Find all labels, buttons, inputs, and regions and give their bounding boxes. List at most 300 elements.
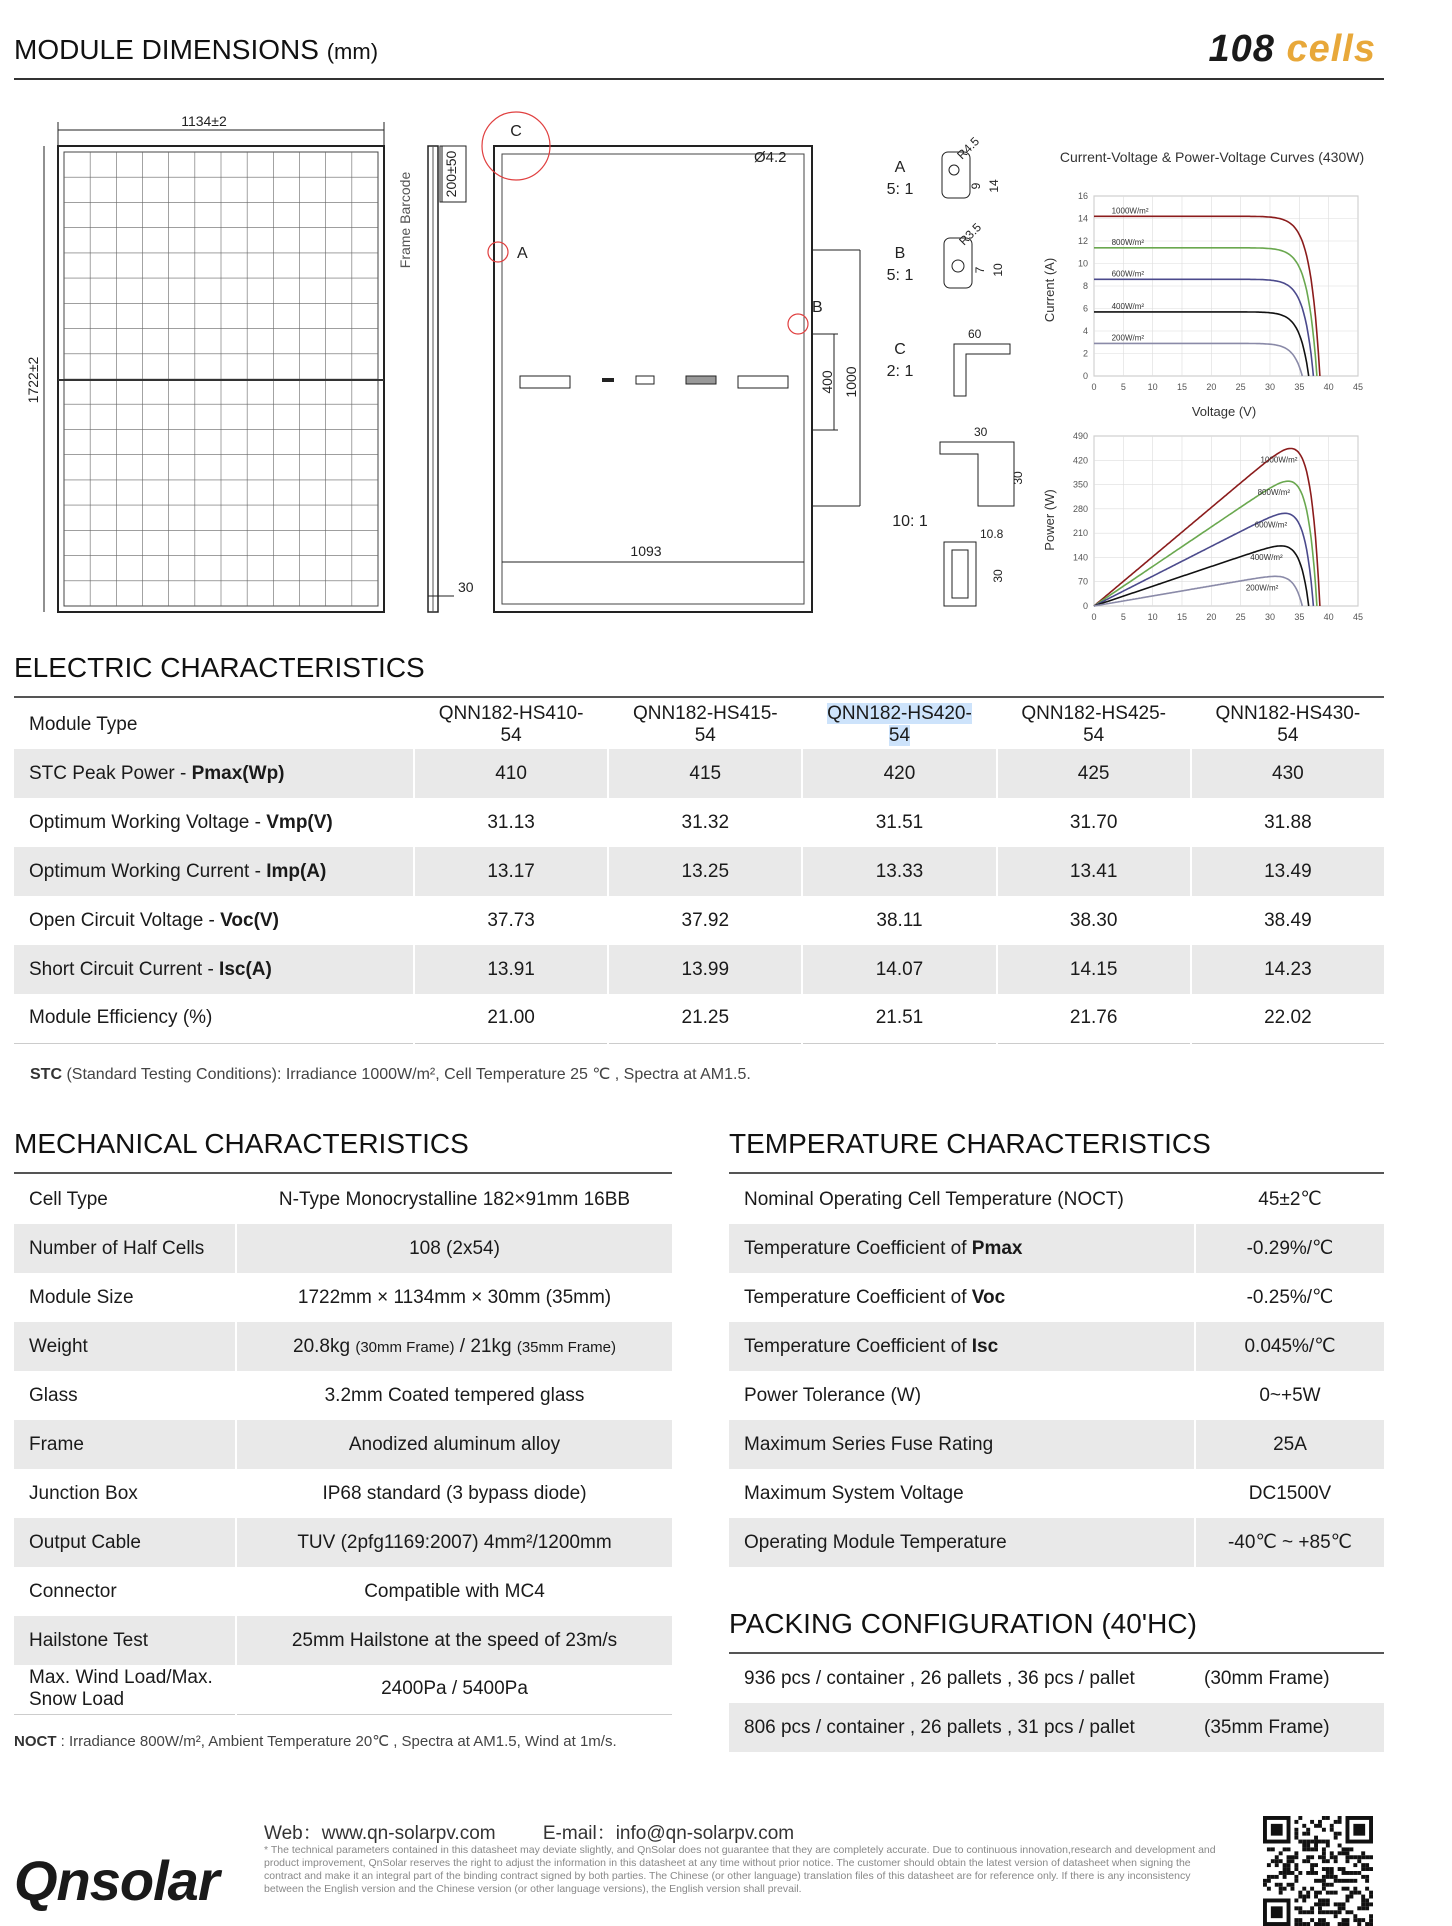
qr-module xyxy=(1314,1824,1318,1828)
qr-module xyxy=(1322,1840,1326,1844)
detail-views xyxy=(887,134,1025,606)
qr-module xyxy=(1322,1899,1326,1903)
qr-module xyxy=(1353,1863,1357,1867)
qr-module xyxy=(1346,1871,1350,1875)
row-label: STC Peak Power - Pmax(Wp) xyxy=(14,749,414,798)
qr-module xyxy=(1322,1887,1326,1891)
detail-d7: 7 xyxy=(973,266,987,274)
qr-module xyxy=(1346,1879,1350,1883)
table-row xyxy=(14,1567,672,1616)
qr-module xyxy=(1318,1891,1322,1895)
series-label: 400W/m² xyxy=(1111,301,1145,311)
qr-module xyxy=(1349,1879,1353,1883)
qr-module xyxy=(1267,1875,1271,1879)
qr-module xyxy=(1346,1859,1350,1863)
qr-module xyxy=(1318,1855,1322,1859)
table-row xyxy=(14,798,1384,847)
front-view xyxy=(25,113,384,612)
table-row xyxy=(14,847,1384,896)
qr-module xyxy=(1353,1879,1357,1883)
x-tick-label: 40 xyxy=(1323,612,1334,622)
qr-module xyxy=(1294,1832,1298,1836)
table-row xyxy=(14,1273,672,1322)
table-row xyxy=(729,1273,1384,1322)
table-row xyxy=(14,1518,672,1567)
table-row xyxy=(729,1420,1384,1469)
email-link[interactable]: E-mail：info@qn-solarpv.com xyxy=(542,1823,795,1844)
iv-xlabel: Voltage (V) xyxy=(1191,404,1257,419)
qr-module xyxy=(1322,1851,1326,1855)
row-label: Max. Wind Load/Max. Snow Load xyxy=(14,1665,236,1714)
qr-module xyxy=(1349,1910,1353,1914)
qr-module xyxy=(1365,1867,1369,1871)
qr-module xyxy=(1338,1867,1342,1871)
qr-module xyxy=(1330,1871,1334,1875)
qr-module xyxy=(1318,1879,1322,1883)
qr-module xyxy=(1306,1895,1310,1899)
y-tick-label: 4 xyxy=(1082,326,1088,336)
qr-module xyxy=(1338,1902,1342,1906)
qr-module xyxy=(1302,1859,1306,1863)
qr-module xyxy=(1334,1832,1338,1836)
row-label: Hailstone Test xyxy=(14,1616,236,1665)
cell: 21.76 xyxy=(997,994,1191,1043)
label-a: A xyxy=(517,245,528,262)
qr-module xyxy=(1346,1847,1350,1851)
qr-module xyxy=(1279,1887,1283,1891)
row-label: Maximum System Voltage xyxy=(744,1482,964,1504)
model-415: QNN182-HS415-54 xyxy=(608,700,802,749)
qr-module xyxy=(1353,1918,1357,1922)
qr-module xyxy=(1365,1875,1369,1879)
table-row xyxy=(729,1175,1384,1224)
height-label: 1722±2 xyxy=(25,356,41,404)
cell: 25A xyxy=(1195,1420,1384,1469)
qr-module xyxy=(1338,1879,1342,1883)
qr-module xyxy=(1310,1906,1314,1910)
cell: 38.11 xyxy=(802,896,996,945)
qr-module xyxy=(1306,1840,1310,1844)
qr-module xyxy=(1306,1847,1310,1851)
qr-module xyxy=(1369,1922,1373,1926)
x-tick-label: 45 xyxy=(1352,382,1364,392)
qr-module xyxy=(1275,1883,1279,1887)
qr-module xyxy=(1334,1875,1338,1879)
qr-module xyxy=(1294,1875,1298,1879)
qr-module xyxy=(1365,1887,1369,1891)
qr-module xyxy=(1342,1847,1346,1851)
table-row xyxy=(14,1469,672,1518)
dimension-drawings xyxy=(14,90,1384,635)
x-tick-label: 10 xyxy=(1147,382,1158,392)
qr-module xyxy=(1326,1859,1330,1863)
detail-r45: R4.5 xyxy=(954,134,983,163)
qr-module xyxy=(1294,1851,1298,1855)
iv-chart xyxy=(1042,149,1364,419)
qr-module xyxy=(1298,1871,1302,1875)
row-label: Optimum Working Current - Imp(A) xyxy=(14,847,414,896)
detail-d108: 10.8 xyxy=(980,527,1004,541)
qr-module xyxy=(1287,1867,1291,1871)
cell: N-Type Monocrystalline 182×91mm 16BB xyxy=(236,1175,672,1224)
table-row xyxy=(14,1224,672,1273)
cell: 20.8kg (30mm Frame) / 21kg (35mm Frame) xyxy=(236,1322,672,1371)
qr-module xyxy=(1342,1906,1346,1910)
cell: 21.00 xyxy=(414,994,608,1043)
series-label: 200W/m² xyxy=(1111,333,1145,343)
qr-module xyxy=(1365,1902,1369,1906)
qr-module xyxy=(1349,1891,1353,1895)
qr-module xyxy=(1275,1875,1279,1879)
qr-module xyxy=(1369,1902,1373,1906)
qr-module xyxy=(1318,1820,1322,1824)
cells-number: 108 xyxy=(1208,28,1275,70)
table-row xyxy=(729,1703,1384,1752)
table-row xyxy=(729,1654,1384,1703)
cell: 13.41 xyxy=(997,847,1191,896)
qr-module xyxy=(1326,1910,1330,1914)
qr-module xyxy=(1322,1828,1326,1832)
table-row xyxy=(14,994,1384,1043)
y-tick-label: 16 xyxy=(1077,191,1088,201)
qr-module xyxy=(1306,1832,1310,1836)
qr-module xyxy=(1302,1910,1306,1914)
cell: -0.29%/℃ xyxy=(1195,1224,1384,1273)
qr-module xyxy=(1302,1840,1306,1844)
qr-module xyxy=(1346,1855,1350,1859)
model-430: QNN182-HS430-54 xyxy=(1191,700,1384,749)
row-label: Operating Module Temperature xyxy=(729,1518,1195,1567)
qr-module xyxy=(1314,1879,1318,1883)
packing-title: PACKING CONFIGURATION (40'HC) xyxy=(729,1608,1197,1639)
qr-module xyxy=(1365,1879,1369,1883)
qr-module xyxy=(1349,1871,1353,1875)
qr-module xyxy=(1330,1867,1334,1871)
qr-module xyxy=(1326,1891,1330,1895)
cell: Compatible with MC4 xyxy=(236,1567,672,1616)
row-label: Power Tolerance (W) xyxy=(744,1384,922,1406)
qr-module xyxy=(1322,1867,1326,1871)
qr-module xyxy=(1338,1922,1342,1926)
qr-module xyxy=(1302,1895,1306,1899)
cell: 425 xyxy=(997,749,1191,798)
qr-module xyxy=(1330,1875,1334,1879)
qr-module xyxy=(1294,1922,1298,1926)
qr-module xyxy=(1279,1871,1283,1875)
qr-module xyxy=(1334,1910,1338,1914)
table-row xyxy=(14,896,1384,945)
table-row xyxy=(729,1518,1384,1567)
x-tick-label: 15 xyxy=(1176,612,1188,622)
qr-module xyxy=(1310,1847,1314,1851)
table-row xyxy=(729,1224,1384,1273)
packing-text: 806 pcs / container , 26 pallets , 31 pcs / pallet xyxy=(729,1703,1189,1752)
qr-module xyxy=(1361,1895,1365,1899)
row-label: Number of Half Cells xyxy=(14,1224,236,1273)
dim-30-side: 30 xyxy=(458,579,474,595)
row-label: Weight xyxy=(14,1322,236,1371)
qr-module xyxy=(1326,1922,1330,1926)
footer xyxy=(0,1800,1452,1926)
table-row xyxy=(729,1322,1384,1371)
qr-module xyxy=(1322,1922,1326,1926)
row-label: Open Circuit Voltage - Voc(V) xyxy=(29,909,279,931)
detail-b-label: B xyxy=(894,245,906,262)
model-410: QNN182-HS410-54 xyxy=(414,700,608,749)
qr-module xyxy=(1267,1847,1271,1851)
qr-module xyxy=(1283,1863,1287,1867)
y-tick-label: 2 xyxy=(1082,348,1088,359)
cells-word: cells xyxy=(1286,28,1376,70)
qr-module xyxy=(1346,1887,1350,1891)
qr-module xyxy=(1298,1918,1302,1922)
qr-module xyxy=(1298,1906,1302,1910)
series-label: 200W/m² xyxy=(1245,583,1279,593)
x-tick-label: 0 xyxy=(1091,612,1097,622)
electric-table xyxy=(14,700,1384,1044)
qr-module xyxy=(1361,1855,1365,1859)
qr-module xyxy=(1279,1851,1283,1855)
detail-a-scale: 5: 1 xyxy=(886,181,914,198)
series-label: 600W/m² xyxy=(1111,269,1145,279)
cell: 38.30 xyxy=(997,896,1191,945)
qr-module xyxy=(1361,1867,1365,1871)
side-view xyxy=(397,146,474,612)
qr-module xyxy=(1318,1918,1322,1922)
x-tick-label: 25 xyxy=(1235,612,1246,622)
qr-module xyxy=(1361,1899,1365,1903)
qr-module xyxy=(1306,1871,1310,1875)
qr-module xyxy=(1369,1918,1373,1922)
cell: 13.25 xyxy=(608,847,802,896)
cell: 21.25 xyxy=(608,994,802,1043)
dim-200: 200±50 xyxy=(443,150,459,198)
qr-module xyxy=(1306,1828,1310,1832)
pv-ylabel: Power (W) xyxy=(1042,489,1057,551)
qr-module xyxy=(1349,1895,1353,1899)
qr-module xyxy=(1338,1910,1342,1914)
qr-module xyxy=(1334,1879,1338,1883)
detail-a-label: A xyxy=(894,159,906,176)
rear-view xyxy=(482,112,860,612)
qr-module xyxy=(1346,1918,1350,1922)
model-420 xyxy=(802,700,996,749)
qr-module xyxy=(1346,1851,1350,1855)
noct-note: NOCT : Irradiance 800W/m², Ambient Temperature 20℃ , Spectra at AM1.5, Wind at 1m/s. xyxy=(14,1733,617,1750)
temperature-rule xyxy=(729,1172,1384,1174)
qr-module xyxy=(1346,1899,1350,1903)
y-tick-label: 70 xyxy=(1077,576,1088,587)
qr-module xyxy=(1353,1887,1357,1891)
y-tick-label: 14 xyxy=(1077,213,1088,224)
qr-module xyxy=(1318,1902,1322,1906)
qr-module xyxy=(1330,1910,1334,1914)
qr-module xyxy=(1330,1883,1334,1887)
qr-module xyxy=(1357,1891,1361,1895)
qr-module xyxy=(1267,1879,1271,1883)
hole-label: Ø4.2 xyxy=(754,149,787,166)
y-tick-label: 490 xyxy=(1072,431,1088,441)
qr-module xyxy=(1334,1820,1338,1824)
detail-d9: 9 xyxy=(969,182,983,190)
qr-module xyxy=(1318,1840,1322,1844)
cell: 21.51 xyxy=(802,994,996,1043)
qr-module xyxy=(1287,1883,1291,1887)
electric-title: ELECTRIC CHARACTERISTICS xyxy=(14,652,425,683)
title-unit: (mm) xyxy=(326,39,379,64)
table-row xyxy=(14,1616,672,1665)
qr-module xyxy=(1287,1847,1291,1851)
qr-module xyxy=(1279,1891,1283,1895)
qr-module xyxy=(1365,1899,1369,1903)
qr-module xyxy=(1326,1883,1330,1887)
qr-module xyxy=(1302,1887,1306,1891)
row-label: Maximum Series Fuse Rating xyxy=(729,1420,1195,1469)
detail-scale-10: 10: 1 xyxy=(892,513,928,530)
qr-module xyxy=(1322,1847,1326,1851)
qr-module xyxy=(1334,1891,1338,1895)
qr-module xyxy=(1298,1816,1302,1820)
qr-module xyxy=(1314,1871,1318,1875)
cell: 0~+5W xyxy=(1195,1371,1384,1420)
cell: 45±2℃ xyxy=(1195,1175,1384,1224)
qr-module xyxy=(1322,1883,1326,1887)
cell: 37.92 xyxy=(608,896,802,945)
detail-c-scale: 2: 1 xyxy=(886,363,914,380)
qr-module xyxy=(1291,1871,1295,1875)
x-tick-label: 35 xyxy=(1294,382,1305,392)
qr-module xyxy=(1326,1871,1330,1875)
qr-module xyxy=(1294,1879,1298,1883)
cell: 31.88 xyxy=(1191,798,1384,847)
model-420-highlight[interactable]: QNN182-HS420-54 xyxy=(827,702,972,746)
qr-module xyxy=(1357,1855,1361,1859)
qr-module xyxy=(1298,1840,1302,1844)
qr-code-icon xyxy=(1262,1816,1374,1926)
qr-module xyxy=(1342,1871,1346,1875)
qr-module xyxy=(1302,1899,1306,1903)
qr-module xyxy=(1361,1851,1365,1855)
qr-module xyxy=(1306,1922,1310,1926)
cell: DC1500V xyxy=(1195,1469,1384,1518)
qr-module xyxy=(1330,1828,1334,1832)
qr-module xyxy=(1322,1875,1326,1879)
qr-module xyxy=(1314,1844,1318,1848)
qr-module xyxy=(1310,1820,1314,1824)
table-row xyxy=(14,945,1384,994)
title-text: MODULE DIMENSIONS xyxy=(14,34,319,65)
qr-module xyxy=(1310,1863,1314,1867)
qr-module xyxy=(1314,1863,1318,1867)
qr-module xyxy=(1279,1859,1283,1863)
qr-module xyxy=(1334,1859,1338,1863)
row-label: Optimum Working Voltage - Vmp(V) xyxy=(29,811,333,833)
packing-table xyxy=(729,1654,1384,1752)
cell: 13.49 xyxy=(1191,847,1384,896)
dim-400: 400 xyxy=(819,370,835,394)
detail-c-label: C xyxy=(894,341,906,358)
packing-text: 936 pcs / container , 26 pallets , 36 pcs / pallet xyxy=(744,1667,1135,1689)
mechanical-rule xyxy=(14,1172,672,1174)
qr-module xyxy=(1302,1832,1306,1836)
qr-module xyxy=(1314,1840,1318,1844)
qr-module xyxy=(1318,1899,1322,1903)
qr-module xyxy=(1298,1922,1302,1926)
qr-module xyxy=(1314,1895,1318,1899)
table-row xyxy=(14,1322,672,1371)
qr-module xyxy=(1334,1914,1338,1918)
qr-module xyxy=(1306,1859,1310,1863)
cell: 31.70 xyxy=(997,798,1191,847)
qr-module xyxy=(1365,1906,1369,1910)
cell: 410 xyxy=(414,749,608,798)
website-link[interactable]: Web：www.qn-solarpv.com xyxy=(264,1823,496,1844)
qr-module xyxy=(1322,1859,1326,1863)
mechanical-title: MECHANICAL CHARACTERISTICS xyxy=(14,1128,469,1159)
qr-module xyxy=(1326,1844,1330,1848)
cell: 0.045%/℃ xyxy=(1195,1322,1384,1371)
row-label: Cell Type xyxy=(29,1188,108,1210)
cell: 430 xyxy=(1191,749,1384,798)
cell: 13.17 xyxy=(414,847,608,896)
detail-d30b: 30 xyxy=(1011,471,1025,485)
qr-module xyxy=(1326,1840,1330,1844)
qr-module xyxy=(1365,1855,1369,1859)
label-b: B xyxy=(812,299,823,316)
qr-module xyxy=(1322,1918,1326,1922)
qr-module xyxy=(1346,1910,1350,1914)
qr-module xyxy=(1310,1918,1314,1922)
qr-module xyxy=(1291,1859,1295,1863)
cell: 108 (2x54) xyxy=(236,1224,672,1273)
qr-module xyxy=(1342,1867,1346,1871)
cell: 3.2mm Coated tempered glass xyxy=(236,1371,672,1420)
table-row xyxy=(729,1469,1384,1518)
qr-module xyxy=(1322,1902,1326,1906)
qr-module xyxy=(1330,1855,1334,1859)
qr-module xyxy=(1334,1902,1338,1906)
qr-module xyxy=(1357,1859,1361,1863)
electric-header-label: Module Type xyxy=(29,713,138,735)
table-row xyxy=(14,1665,672,1714)
qr-module xyxy=(1314,1891,1318,1895)
cell: -40℃ ~ +85℃ xyxy=(1195,1518,1384,1567)
row-label: Temperature Coefficient of Voc xyxy=(744,1286,1006,1308)
qr-module xyxy=(1298,1910,1302,1914)
detail-d30a: 30 xyxy=(974,425,988,439)
qr-module xyxy=(1306,1891,1310,1895)
qr-module xyxy=(1287,1871,1291,1875)
qr-module xyxy=(1318,1922,1322,1926)
cell: 420 xyxy=(802,749,996,798)
table-row xyxy=(14,749,1384,798)
series-label: 1000W/m² xyxy=(1260,455,1298,465)
qr-module xyxy=(1349,1855,1353,1859)
row-label: Junction Box xyxy=(29,1482,138,1504)
qr-module xyxy=(1310,1887,1314,1891)
qr-module xyxy=(1357,1918,1361,1922)
cell: 37.73 xyxy=(414,896,608,945)
cell: IP68 standard (3 bypass diode) xyxy=(236,1469,672,1518)
qr-module xyxy=(1287,1863,1291,1867)
qr-module xyxy=(1334,1836,1338,1840)
cell: 13.33 xyxy=(802,847,996,896)
qr-module xyxy=(1326,1899,1330,1903)
qr-module xyxy=(1294,1855,1298,1859)
row-label: Nominal Operating Cell Temperature (NOCT) xyxy=(744,1188,1124,1210)
qr-module xyxy=(1330,1851,1334,1855)
qr-module xyxy=(1338,1820,1342,1824)
